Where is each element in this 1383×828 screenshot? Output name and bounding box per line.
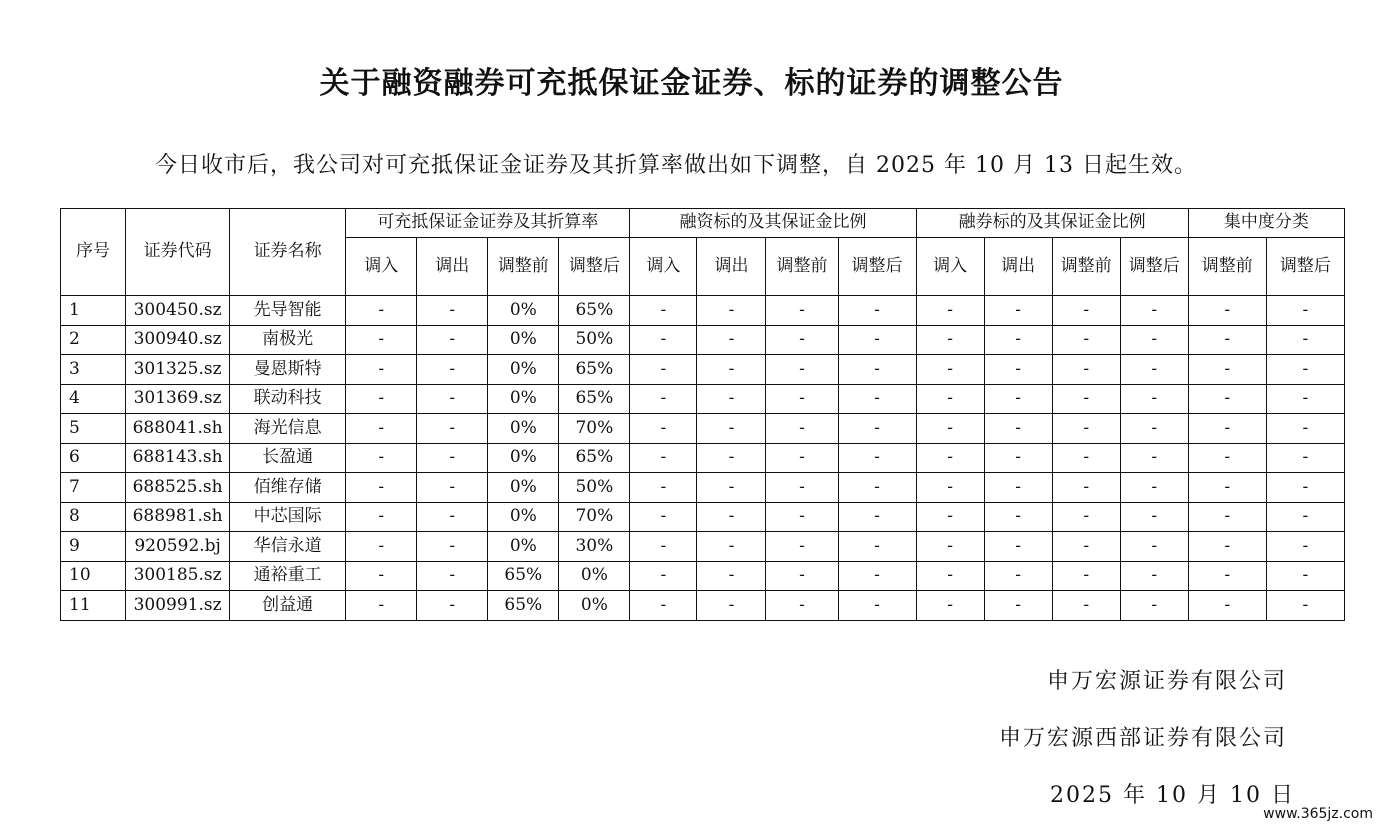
table-cell-c2: - bbox=[417, 355, 488, 385]
table-cell-c3: 0% bbox=[488, 414, 559, 444]
table-cell-c11: - bbox=[1052, 325, 1120, 355]
document-title: 关于融资融券可充抵保证金证券、标的证券的调整公告 bbox=[319, 66, 1064, 101]
table-cell-c1: - bbox=[346, 473, 417, 503]
table-cell-c3: 0% bbox=[488, 296, 559, 326]
table-cell-seq: 1 bbox=[61, 296, 126, 326]
table-cell-c11: - bbox=[1052, 355, 1120, 385]
table-cell-seq: 5 bbox=[61, 414, 126, 444]
table-row bbox=[61, 384, 1345, 414]
table-cell-c14: - bbox=[1266, 296, 1344, 326]
table-cell-c12: - bbox=[1120, 296, 1188, 326]
table-cell-c10: - bbox=[984, 443, 1052, 473]
table-cell-c10: - bbox=[984, 591, 1052, 621]
table-cell-c9: - bbox=[916, 443, 984, 473]
table-cell-c3: 0% bbox=[488, 473, 559, 503]
header-collateral-after: 调整后 bbox=[559, 238, 630, 296]
table-cell-c12: - bbox=[1120, 355, 1188, 385]
table-cell-c4: 65% bbox=[559, 355, 630, 385]
table-cell-c8: - bbox=[838, 355, 916, 385]
table-cell-c8: - bbox=[838, 384, 916, 414]
table-cell-c3: 0% bbox=[488, 325, 559, 355]
table-cell-c8: - bbox=[838, 473, 916, 503]
table-cell-c5: - bbox=[630, 325, 697, 355]
table-cell-c7: - bbox=[766, 296, 838, 326]
table-cell-c9: - bbox=[916, 532, 984, 562]
table-cell-c12: - bbox=[1120, 473, 1188, 503]
table-cell-c14: - bbox=[1266, 443, 1344, 473]
table-cell-c2: - bbox=[417, 414, 488, 444]
table-cell-c1: - bbox=[346, 561, 417, 591]
table-cell-c5: - bbox=[630, 502, 697, 532]
table-cell-c7: - bbox=[766, 591, 838, 621]
table-cell-c8: - bbox=[838, 532, 916, 562]
header-short-in: 调入 bbox=[916, 238, 984, 296]
table-cell-c12: - bbox=[1120, 443, 1188, 473]
header-concentration-before: 调整前 bbox=[1188, 238, 1266, 296]
table-cell-name: 创益通 bbox=[230, 591, 346, 621]
table-cell-c3: 65% bbox=[488, 561, 559, 591]
header-group-short-selling: 融券标的及其保证金比例 bbox=[916, 209, 1188, 238]
table-row bbox=[61, 473, 1345, 503]
table-cell-name: 佰维存储 bbox=[230, 473, 346, 503]
table-cell-c6: - bbox=[697, 325, 766, 355]
table-cell-c11: - bbox=[1052, 502, 1120, 532]
header-code: 证券代码 bbox=[126, 209, 230, 296]
table-cell-c6: - bbox=[697, 532, 766, 562]
table-cell-c3: 0% bbox=[488, 443, 559, 473]
signature-company-2: 申万宏源西部证券有限公司 bbox=[998, 726, 1287, 751]
adjustment-table bbox=[60, 208, 1345, 621]
table-cell-c11: - bbox=[1052, 414, 1120, 444]
table-row bbox=[61, 561, 1345, 591]
table-cell-c5: - bbox=[630, 443, 697, 473]
table-cell-c8: - bbox=[838, 296, 916, 326]
table-cell-c7: - bbox=[766, 414, 838, 444]
header-group-collateral: 可充抵保证金证券及其折算率 bbox=[346, 209, 630, 238]
table-cell-c9: - bbox=[916, 502, 984, 532]
table-cell-code: 300991.sz bbox=[126, 591, 230, 621]
table-cell-c12: - bbox=[1120, 414, 1188, 444]
table-cell-c1: - bbox=[346, 591, 417, 621]
table-cell-c10: - bbox=[984, 561, 1052, 591]
table-cell-c4: 0% bbox=[559, 561, 630, 591]
table-cell-c1: - bbox=[346, 325, 417, 355]
table-cell-c14: - bbox=[1266, 502, 1344, 532]
table-cell-c13: - bbox=[1188, 325, 1266, 355]
signature-date: 2025 年 10 月 10 日 bbox=[1050, 783, 1295, 808]
table-cell-c7: - bbox=[766, 502, 838, 532]
table-cell-c14: - bbox=[1266, 414, 1344, 444]
table-cell-c6: - bbox=[697, 561, 766, 591]
header-financing-before: 调整前 bbox=[766, 238, 838, 296]
table-cell-c12: - bbox=[1120, 591, 1188, 621]
table-cell-c8: - bbox=[838, 561, 916, 591]
table-cell-c10: - bbox=[984, 325, 1052, 355]
table-cell-code: 300185.sz bbox=[126, 561, 230, 591]
table-header-row-1 bbox=[61, 209, 1345, 238]
table-cell-c9: - bbox=[916, 591, 984, 621]
header-short-after: 调整后 bbox=[1120, 238, 1188, 296]
table-cell-c3: 65% bbox=[488, 591, 559, 621]
table-cell-c10: - bbox=[984, 473, 1052, 503]
table-cell-c7: - bbox=[766, 473, 838, 503]
table-cell-c5: - bbox=[630, 473, 697, 503]
table-cell-name: 中芯国际 bbox=[230, 502, 346, 532]
table-cell-c11: - bbox=[1052, 591, 1120, 621]
table-cell-c7: - bbox=[766, 532, 838, 562]
table-cell-c3: 0% bbox=[488, 502, 559, 532]
table-cell-code: 920592.bj bbox=[126, 532, 230, 562]
table-cell-c11: - bbox=[1052, 473, 1120, 503]
table-cell-seq: 11 bbox=[61, 591, 126, 621]
table-cell-c7: - bbox=[766, 325, 838, 355]
table-cell-seq: 2 bbox=[61, 325, 126, 355]
table-cell-c12: - bbox=[1120, 561, 1188, 591]
header-name: 证券名称 bbox=[230, 209, 346, 296]
table-cell-c6: - bbox=[697, 591, 766, 621]
header-short-out: 调出 bbox=[984, 238, 1052, 296]
table-cell-c8: - bbox=[838, 443, 916, 473]
table-cell-name: 海光信息 bbox=[230, 414, 346, 444]
table-cell-c7: - bbox=[766, 561, 838, 591]
table-cell-c9: - bbox=[916, 296, 984, 326]
header-collateral-out: 调出 bbox=[417, 238, 488, 296]
header-financing-after: 调整后 bbox=[838, 238, 916, 296]
table-cell-c1: - bbox=[346, 443, 417, 473]
table-cell-c2: - bbox=[417, 532, 488, 562]
table-cell-c13: - bbox=[1188, 414, 1266, 444]
intro-paragraph: 今日收市后，我公司对可充抵保证金证券及其折算率做出如下调整，自 2025 年 10 月 13 日起生效。 bbox=[155, 153, 1197, 178]
table-cell-c5: - bbox=[630, 296, 697, 326]
table-cell-seq: 4 bbox=[61, 384, 126, 414]
table-cell-c2: - bbox=[417, 591, 488, 621]
header-financing-out: 调出 bbox=[697, 238, 766, 296]
table-cell-c9: - bbox=[916, 325, 984, 355]
table-cell-c4: 50% bbox=[559, 325, 630, 355]
header-collateral-in: 调入 bbox=[346, 238, 417, 296]
table-cell-c10: - bbox=[984, 355, 1052, 385]
table-cell-c6: - bbox=[697, 355, 766, 385]
table-cell-c14: - bbox=[1266, 355, 1344, 385]
table-cell-c9: - bbox=[916, 561, 984, 591]
table-cell-c4: 65% bbox=[559, 384, 630, 414]
table-cell-c2: - bbox=[417, 384, 488, 414]
table-cell-c8: - bbox=[838, 502, 916, 532]
table-cell-c13: - bbox=[1188, 443, 1266, 473]
table-cell-c5: - bbox=[630, 561, 697, 591]
table-cell-c13: - bbox=[1188, 591, 1266, 621]
table-cell-c5: - bbox=[630, 591, 697, 621]
header-seq: 序号 bbox=[61, 209, 126, 296]
table-cell-c11: - bbox=[1052, 296, 1120, 326]
table-cell-c12: - bbox=[1120, 384, 1188, 414]
table-cell-c1: - bbox=[346, 355, 417, 385]
table-cell-c2: - bbox=[417, 473, 488, 503]
table-cell-c14: - bbox=[1266, 325, 1344, 355]
table-cell-c11: - bbox=[1052, 561, 1120, 591]
table-cell-c5: - bbox=[630, 532, 697, 562]
table-cell-seq: 6 bbox=[61, 443, 126, 473]
table-row bbox=[61, 443, 1345, 473]
table-cell-c3: 0% bbox=[488, 384, 559, 414]
table-cell-c14: - bbox=[1266, 473, 1344, 503]
table-cell-c2: - bbox=[417, 296, 488, 326]
table-cell-c4: 50% bbox=[559, 473, 630, 503]
table-cell-c1: - bbox=[346, 384, 417, 414]
header-financing-in: 调入 bbox=[630, 238, 697, 296]
table-cell-c7: - bbox=[766, 384, 838, 414]
table-cell-c13: - bbox=[1188, 473, 1266, 503]
table-cell-c7: - bbox=[766, 355, 838, 385]
table-body bbox=[61, 296, 1345, 621]
table-cell-c7: - bbox=[766, 443, 838, 473]
table-cell-c4: 70% bbox=[559, 502, 630, 532]
table-cell-c6: - bbox=[697, 502, 766, 532]
table-cell-c1: - bbox=[346, 532, 417, 562]
table-cell-c2: - bbox=[417, 502, 488, 532]
table-row bbox=[61, 502, 1345, 532]
table-cell-c8: - bbox=[838, 591, 916, 621]
table-cell-c4: 0% bbox=[559, 591, 630, 621]
table-row bbox=[61, 296, 1345, 326]
table-cell-c4: 65% bbox=[559, 296, 630, 326]
signature-company-1: 申万宏源证券有限公司 bbox=[1046, 669, 1287, 694]
table-cell-name: 长盈通 bbox=[230, 443, 346, 473]
table-cell-c12: - bbox=[1120, 532, 1188, 562]
table-cell-c14: - bbox=[1266, 591, 1344, 621]
table-cell-c13: - bbox=[1188, 296, 1266, 326]
table-cell-c1: - bbox=[346, 414, 417, 444]
table-cell-c10: - bbox=[984, 384, 1052, 414]
table-cell-c1: - bbox=[346, 296, 417, 326]
table-cell-seq: 8 bbox=[61, 502, 126, 532]
table-cell-c6: - bbox=[697, 384, 766, 414]
table-cell-c13: - bbox=[1188, 561, 1266, 591]
table-cell-c5: - bbox=[630, 384, 697, 414]
table-cell-c9: - bbox=[916, 355, 984, 385]
table-cell-c8: - bbox=[838, 414, 916, 444]
table-cell-c9: - bbox=[916, 384, 984, 414]
table-cell-c6: - bbox=[697, 443, 766, 473]
table-cell-c4: 65% bbox=[559, 443, 630, 473]
table-cell-name: 通裕重工 bbox=[230, 561, 346, 591]
header-group-financing: 融资标的及其保证金比例 bbox=[630, 209, 916, 238]
table-cell-name: 华信永道 bbox=[230, 532, 346, 562]
table-cell-code: 688525.sh bbox=[126, 473, 230, 503]
table-cell-c1: - bbox=[346, 502, 417, 532]
table-cell-c5: - bbox=[630, 355, 697, 385]
table-cell-c10: - bbox=[984, 296, 1052, 326]
table-cell-c14: - bbox=[1266, 532, 1344, 562]
table-cell-c9: - bbox=[916, 414, 984, 444]
table-cell-c4: 30% bbox=[559, 532, 630, 562]
table-cell-name: 先导智能 bbox=[230, 296, 346, 326]
table-cell-code: 688981.sh bbox=[126, 502, 230, 532]
table-cell-c6: - bbox=[697, 473, 766, 503]
table-cell-c9: - bbox=[916, 473, 984, 503]
watermark: www.365jz.com bbox=[1263, 806, 1373, 822]
table-row bbox=[61, 532, 1345, 562]
table-cell-code: 300940.sz bbox=[126, 325, 230, 355]
header-concentration-after: 调整后 bbox=[1266, 238, 1344, 296]
table-cell-code: 688041.sh bbox=[126, 414, 230, 444]
table-cell-c14: - bbox=[1266, 561, 1344, 591]
table-cell-c12: - bbox=[1120, 325, 1188, 355]
table-cell-seq: 9 bbox=[61, 532, 126, 562]
table-cell-c2: - bbox=[417, 443, 488, 473]
table-row bbox=[61, 414, 1345, 444]
header-collateral-before: 调整前 bbox=[488, 238, 559, 296]
table-cell-code: 688143.sh bbox=[126, 443, 230, 473]
table-cell-c3: 0% bbox=[488, 532, 559, 562]
table-cell-name: 联动科技 bbox=[230, 384, 346, 414]
table-cell-c8: - bbox=[838, 325, 916, 355]
table-cell-c13: - bbox=[1188, 384, 1266, 414]
table-cell-c4: 70% bbox=[559, 414, 630, 444]
table-cell-c13: - bbox=[1188, 532, 1266, 562]
table-cell-c10: - bbox=[984, 414, 1052, 444]
table-cell-c14: - bbox=[1266, 384, 1344, 414]
table-cell-c10: - bbox=[984, 502, 1052, 532]
header-group-concentration: 集中度分类 bbox=[1188, 209, 1344, 238]
table-cell-c13: - bbox=[1188, 502, 1266, 532]
table-row bbox=[61, 591, 1345, 621]
table-cell-code: 301369.sz bbox=[126, 384, 230, 414]
table-cell-c2: - bbox=[417, 561, 488, 591]
table-cell-seq: 10 bbox=[61, 561, 126, 591]
table-cell-c11: - bbox=[1052, 532, 1120, 562]
table-cell-c6: - bbox=[697, 414, 766, 444]
table-cell-code: 300450.sz bbox=[126, 296, 230, 326]
table-cell-c11: - bbox=[1052, 384, 1120, 414]
table-cell-c10: - bbox=[984, 532, 1052, 562]
table-row bbox=[61, 355, 1345, 385]
header-short-before: 调整前 bbox=[1052, 238, 1120, 296]
table-cell-c12: - bbox=[1120, 502, 1188, 532]
table-cell-c11: - bbox=[1052, 443, 1120, 473]
table-cell-name: 曼恩斯特 bbox=[230, 355, 346, 385]
table-cell-c6: - bbox=[697, 296, 766, 326]
table-cell-c5: - bbox=[630, 414, 697, 444]
table-cell-c3: 0% bbox=[488, 355, 559, 385]
table-cell-seq: 3 bbox=[61, 355, 126, 385]
table-cell-c13: - bbox=[1188, 355, 1266, 385]
table-row bbox=[61, 325, 1345, 355]
table-cell-seq: 7 bbox=[61, 473, 126, 503]
table-cell-code: 301325.sz bbox=[126, 355, 230, 385]
table-cell-name: 南极光 bbox=[230, 325, 346, 355]
table-cell-c2: - bbox=[417, 325, 488, 355]
